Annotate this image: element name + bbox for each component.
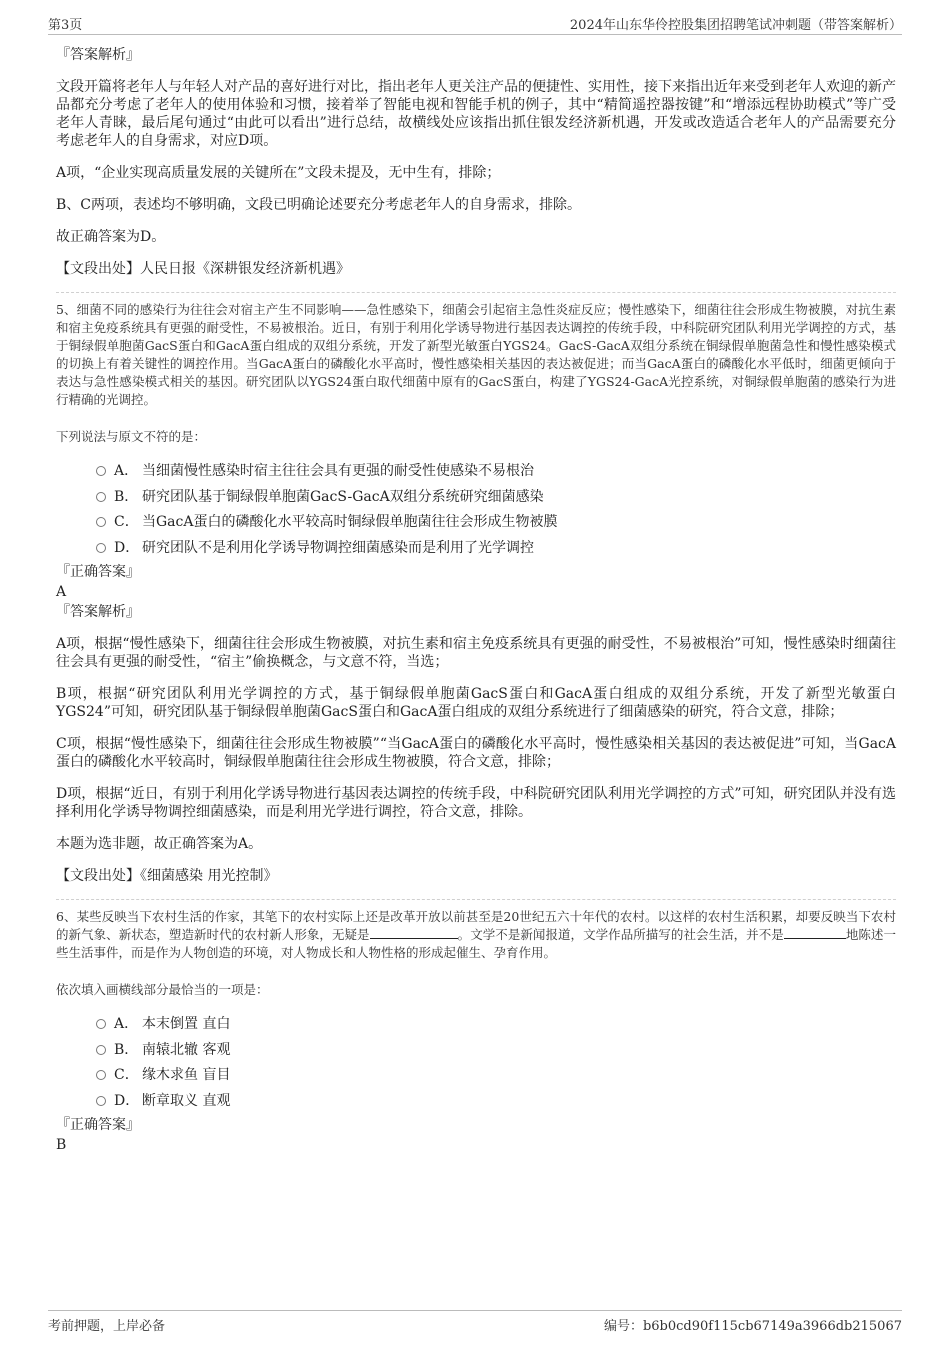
q5-analysis-b: B项，根据“研究团队利用光学调控的方式，基于铜绿假单胞菌GacS蛋白和GacA蛋白组成的双组分系统，开发了新型光敏蛋白YGS24”可知，研究团队基于铜绿假单胞菌GacS蛋白和GacA蛋白组成的双组分系统进行了细菌感染的研究，符合文意，排除； (56, 686, 896, 720)
q4-analysis-a: A项，“企业实现高质量发展的关键所在”文段未提及，无中生有，排除； (56, 165, 501, 181)
page-header (48, 12, 902, 35)
q5-analysis-a: A项，根据“慢性感染下，细菌往往会形成生物被膜，对抗生素和宿主免疫系统具有更强的耐受性，不易被根治”可知，慢性感染时细菌往往会具有更强的耐受性，“宿主”偷换概念，与文意不符，当选； (56, 636, 896, 670)
radio-icon[interactable] (96, 1019, 106, 1029)
page-number: 第3页 (48, 18, 83, 33)
q4-source: 【文段出处】人民日报《深耕银发经济新机遇》 (56, 261, 350, 277)
q5-option-a[interactable]: A． 当细菌慢性感染时宿主往往会具有更强的耐受性使感染不易根治 (96, 459, 896, 485)
q5-option-b[interactable]: B． 研究团队基于铜绿假单胞菌GacS-GacA双组分系统研究细菌感染 (96, 485, 896, 511)
q5-options (96, 459, 896, 561)
q5-question-text: 5、细菌不同的感染行为往往会对宿主产生不同影响——急性感染下，细菌会引起宿主急性炎症反应；慢性感染下，细菌往往会形成生物被膜，对抗生素和宿主免疫系统具有更强的耐受性，不易被根治。近日，有别于利用化学诱导物进行基因表达调控的传统手段，中科院研究团队利用光学调控的方式，基于铜绿假单胞菌GacS蛋白和GacA蛋白组成的双组分系统，开发了新型光敏蛋白YGS24。GacS-GacA双组分系统在铜绿假单胞菌急性和慢性感染模式的切换上有着关键性的调控作用。当GacA蛋白的磷酸化水平高时，慢性感染相关基因的表达被促进；而当GacA蛋白的磷酸化水平低时，细菌更倾向于表达与急性感染模式相关的基因。研究团队以YGS24蛋白取代细菌中原有的GacS蛋白，构建了YGS24-GacA光控系统，对铜绿假单胞菌的感染行为进行精确的光调控。 (56, 302, 896, 407)
q5-option-c[interactable]: C． 当GacA蛋白的磷酸化水平较高时铜绿假单胞菌往往会形成生物被膜 (96, 510, 896, 536)
radio-icon[interactable] (96, 1096, 106, 1106)
q5-answer-label: 『正确答案』 (56, 564, 140, 580)
radio-icon[interactable] (96, 466, 106, 476)
document-title: 2024年山东华伶控股集团招聘笔试冲刺题（带答案解析） (569, 18, 902, 33)
radio-icon[interactable] (96, 492, 106, 502)
document-id: 编号：b6b0cd90f115cb67149a3966db215067 (603, 1319, 902, 1334)
divider (56, 899, 896, 900)
document-body (56, 44, 896, 1154)
q4-analysis-label: 『答案解析』 (56, 47, 140, 63)
q6-question-text: 6、某些反映当下农村生活的作家，其笔下的农村实际上还是改革开放以前甚至是20世纪五六十年代的农村。以这样的农村生活积累，却要反映当下农村的新气象、新状态，塑造新时代的农村新人形象，无疑是 。文学不是新闻报道，文学作品所描写的社会生活，并不是 地陈述一些生活事件，而是作为人物创造的环境，对人物成长和人物性格的形成起催生、孕育作用。 (56, 909, 896, 960)
radio-icon[interactable] (96, 517, 106, 527)
fill-blank-1 (370, 926, 458, 939)
q6-option-c[interactable]: C． 缘木求鱼 盲目 (96, 1063, 896, 1089)
q4-analysis-bc: B、C两项，表述均不够明确，文段已明确论述要充分考虑老年人的自身需求，排除。 (56, 197, 581, 213)
radio-icon[interactable] (96, 1070, 106, 1080)
page-footer (48, 1310, 902, 1337)
q6-options (96, 1012, 896, 1114)
q6-answer: B (56, 1137, 67, 1153)
q5-option-d[interactable]: D． 研究团队不是利用化学诱导物调控细菌感染而是利用了光学调控 (96, 536, 896, 562)
q4-conclusion: 故正确答案为D。 (56, 229, 166, 245)
q5-analysis-d: D项，根据“近日，有别于利用化学诱导物进行基因表达调控的传统手段，中科院研究团队利用光学调控的方式”可知，研究团队并没有选择利用化学诱导物调控细菌感染，而是利用光学进行调控，符合文意，排除。 (56, 786, 896, 820)
q5-analysis-c: C项，根据“慢性感染下，细菌往往会形成生物被膜”“当GacA蛋白的磷酸化水平高时，慢性感染相关基因的表达被促进”可知，当GacA蛋白的磷酸化水平较高时，铜绿假单胞菌往往会形成生物被膜，符合文意，排除； (56, 736, 896, 770)
q6-option-b[interactable]: B． 南辕北辙 客观 (96, 1038, 896, 1064)
q5-answer: A (56, 584, 67, 600)
divider (56, 292, 896, 293)
q5-conclusion: 本题为选非题，故正确答案为A。 (56, 836, 263, 852)
q6-prompt: 依次填入画横线部分最恰当的一项是： (56, 982, 269, 997)
footer-slogan: 考前押题，上岸必备 (48, 1319, 166, 1334)
radio-icon[interactable] (96, 1045, 106, 1055)
q6-option-a[interactable]: A． 本末倒置 直白 (96, 1012, 896, 1038)
fill-blank-2 (784, 926, 846, 939)
q5-prompt: 下列说法与原文不符的是： (56, 429, 207, 444)
q4-analysis-paragraph: 文段开篇将老年人与年轻人对产品的喜好进行对比，指出老年人更关注产品的便捷性、实用性，接下来指出近年来受到老年人欢迎的新产品都充分考虑了老年人的使用体验和习惯，接着举了智能电视和智能手机的例子，其中“精简遥控器按键”和“增添远程协助模式”等广受老年人青睐，最后尾句通过“由此可以看出”进行总结，故横线处应该指出抓住银发经济新机遇，开发或改造适合老年人的产品需要充分考虑老年人的自身需求，对应D项。 (56, 79, 896, 149)
radio-icon[interactable] (96, 543, 106, 553)
q5-analysis-label: 『答案解析』 (56, 604, 140, 620)
q6-answer-label: 『正确答案』 (56, 1117, 140, 1133)
q5-source: 【文段出处】《细菌感染 用光控制》 (56, 868, 278, 884)
q6-option-d[interactable]: D． 断章取义 直观 (96, 1089, 896, 1115)
